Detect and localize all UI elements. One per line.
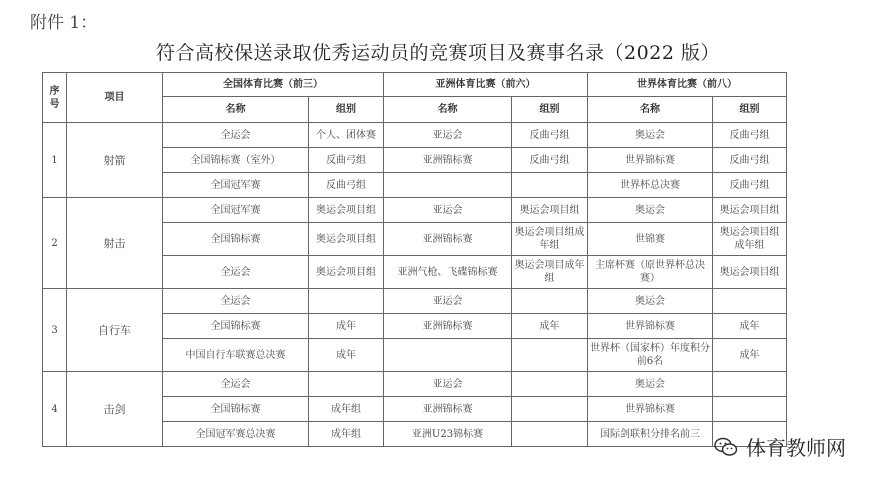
- national-group-cell: 奥运会项目组: [309, 223, 384, 256]
- national-name-cell: 中国自行车联赛总决赛: [163, 339, 309, 372]
- world-name-cell: 主席杯赛（原世界杯总决赛）: [588, 256, 713, 289]
- sport-name: 击剑: [67, 372, 163, 447]
- world-group-cell: 成年: [713, 314, 787, 339]
- world-name-cell: 奥运会: [588, 289, 713, 314]
- national-group-cell: 成年: [309, 339, 384, 372]
- asian-group-cell: [512, 422, 588, 447]
- wechat-icon: [714, 437, 738, 457]
- world-group-cell: 反曲弓组: [713, 173, 787, 198]
- national-group-cell: 成年: [309, 314, 384, 339]
- header-asian-group: 组别: [512, 97, 588, 123]
- asian-name-cell: 亚运会: [384, 372, 512, 397]
- asian-name-cell: 亚运会: [384, 198, 512, 223]
- world-group-cell: [713, 372, 787, 397]
- header-asian-name: 名称: [384, 97, 512, 123]
- national-name-cell: 全国冠军赛总决赛: [163, 422, 309, 447]
- sport-name: 射击: [67, 198, 163, 289]
- national-group-cell: 反曲弓组: [309, 173, 384, 198]
- sport-number: 1: [43, 123, 67, 198]
- national-group-cell: 个人、团体赛: [309, 123, 384, 148]
- world-name-cell: 世界锦标赛: [588, 397, 713, 422]
- sport-number: 4: [43, 372, 67, 447]
- national-name-cell: 全运会: [163, 372, 309, 397]
- competition-table: [42, 72, 787, 447]
- world-group-cell: 奥运会项目组: [713, 198, 787, 223]
- asian-group-cell: 反曲弓组: [512, 123, 588, 148]
- world-name-cell: 国际剑联积分排名前三: [588, 422, 713, 447]
- world-name-cell: 奥运会: [588, 372, 713, 397]
- asian-group-cell: 反曲弓组: [512, 148, 588, 173]
- asian-name-cell: [384, 339, 512, 372]
- sport-name: 射箭: [67, 123, 163, 198]
- asian-group-cell: [512, 289, 588, 314]
- world-group-cell: 成年: [713, 339, 787, 372]
- table-row: [43, 372, 787, 397]
- asian-group-cell: [512, 397, 588, 422]
- asian-group-cell: 奥运会项目成年组: [512, 256, 588, 289]
- header-world-name: 名称: [588, 97, 713, 123]
- national-name-cell: 全运会: [163, 256, 309, 289]
- header-national-group: 组别: [309, 97, 384, 123]
- watermark-text: 体育教师网: [746, 436, 846, 460]
- sport-number: 3: [43, 289, 67, 372]
- asian-group-cell: [512, 372, 588, 397]
- asian-name-cell: 亚运会: [384, 123, 512, 148]
- national-group-cell: 奥运会项目组: [309, 256, 384, 289]
- world-group-cell: 反曲弓组: [713, 148, 787, 173]
- national-name-cell: 全国冠军赛: [163, 173, 309, 198]
- world-group-cell: [713, 397, 787, 422]
- asian-name-cell: 亚洲锦标赛: [384, 314, 512, 339]
- national-name-cell: 全国锦标赛: [163, 314, 309, 339]
- asian-name-cell: 亚洲锦标赛: [384, 148, 512, 173]
- asian-name-cell: 亚洲锦标赛: [384, 397, 512, 422]
- world-name-cell: 世锦赛: [588, 223, 713, 256]
- world-group-cell: 奥运会项目组成年组: [713, 223, 787, 256]
- world-group-cell: [713, 289, 787, 314]
- header-asian: 亚洲体育比赛（前六）: [384, 73, 588, 97]
- world-group-cell: 奥运会项目组: [713, 256, 787, 289]
- sport-name: 自行车: [67, 289, 163, 372]
- document-title: 符合高校保送录取优秀运动员的竞赛项目及赛事名录（2022 版）: [156, 42, 720, 64]
- header-item: 项目: [67, 73, 163, 123]
- national-group-cell: 成年组: [309, 397, 384, 422]
- national-group-cell: 奥运会项目组: [309, 198, 384, 223]
- sport-number: 2: [43, 198, 67, 289]
- header-seq: 序号: [43, 73, 67, 123]
- table-row: [43, 123, 787, 148]
- world-group-cell: 反曲弓组: [713, 123, 787, 148]
- national-name-cell: 全运会: [163, 289, 309, 314]
- world-name-cell: 奥运会: [588, 198, 713, 223]
- header-world-group: 组别: [713, 97, 787, 123]
- national-name-cell: 全国锦标赛（室外）: [163, 148, 309, 173]
- asian-group-cell: 奥运会项目组成年组: [512, 223, 588, 256]
- watermark: [714, 432, 846, 461]
- asian-group-cell: [512, 173, 588, 198]
- national-name-cell: 全运会: [163, 123, 309, 148]
- asian-name-cell: 亚运会: [384, 289, 512, 314]
- national-name-cell: 全国冠军赛: [163, 198, 309, 223]
- asian-group-cell: [512, 339, 588, 372]
- asian-group-cell: 成年: [512, 314, 588, 339]
- world-name-cell: 世界锦标赛: [588, 314, 713, 339]
- national-group-cell: 成年组: [309, 422, 384, 447]
- asian-name-cell: 亚洲锦标赛: [384, 223, 512, 256]
- world-name-cell: 世界杯（国家杯）年度积分前6名: [588, 339, 713, 372]
- asian-group-cell: 奥运会项目组: [512, 198, 588, 223]
- table-row: [43, 198, 787, 223]
- national-group-cell: 反曲弓组: [309, 148, 384, 173]
- world-name-cell: 奥运会: [588, 123, 713, 148]
- world-name-cell: 世界锦标赛: [588, 148, 713, 173]
- asian-name-cell: [384, 173, 512, 198]
- header-national-name: 名称: [163, 97, 309, 123]
- national-name-cell: 全国锦标赛: [163, 397, 309, 422]
- world-name-cell: 世界杯总决赛: [588, 173, 713, 198]
- attachment-label: 附件 1：: [30, 13, 98, 33]
- national-group-cell: [309, 289, 384, 314]
- asian-name-cell: 亚洲气枪、飞碟锦标赛: [384, 256, 512, 289]
- header-row-1: [43, 73, 787, 97]
- national-group-cell: [309, 372, 384, 397]
- table-row: [43, 289, 787, 314]
- header-world: 世界体育比赛（前八）: [588, 73, 787, 97]
- national-name-cell: 全国锦标赛: [163, 223, 309, 256]
- asian-name-cell: 亚洲U23锦标赛: [384, 422, 512, 447]
- header-national: 全国体育比赛（前三）: [163, 73, 384, 97]
